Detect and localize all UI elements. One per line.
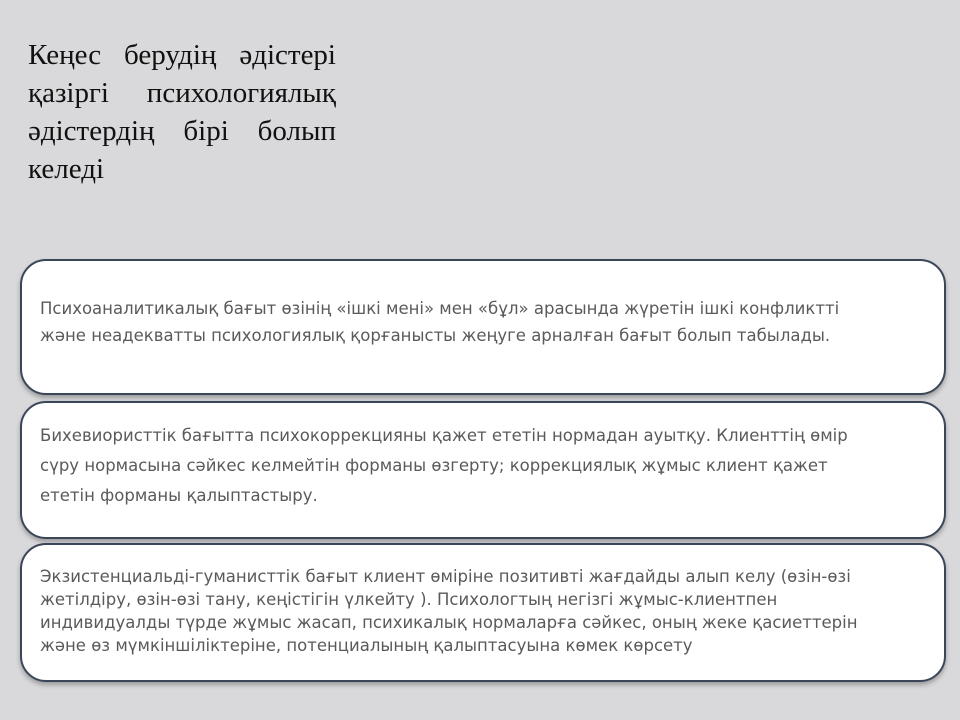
card-text: Психоаналитикалық бағыт өзінің «ішкі мені» мен «бұл» арасында жүретін ішкі конфликтті және неадекватты психологиялық қорғанысты жеңуге арналған бағыт болып табылады. [40, 299, 840, 345]
text-card-behaviorist [20, 401, 946, 539]
text-card-psychoanalytic [20, 259, 946, 395]
card-text: Бихевиористтік бағытта психокоррекцияны қажет ететін нормадан ауытқу. Клиенттің өмір сүру нормасына сәйкес келмейтін форманы өзгерту; коррекциялық жұмыс клиент қажет ететін форманы қалыптастыру. [40, 426, 848, 505]
card-text: Экзистенциальді-гуманисттік бағыт клиент өміріне позитивті жағдайды алып келу (өзін-өзі жетілдіру, өзін-өзі тану, кеңістігін үлкейту ). Психологтың негізгі жұмыс-клиентпен индивидуалды түрде жұмыс жасап, психикалық нормаларға сәйкес, оның жеке қасиеттерін және өз мүмкіншіліктеріне, потенциалының қалыптасуына көмек көрсету [40, 567, 858, 655]
text-card-existential-humanistic [20, 543, 946, 682]
slide-title: Кеңес берудің әдістері қазіргі психологиялық әдістердің бірі болып келеді [28, 39, 336, 185]
